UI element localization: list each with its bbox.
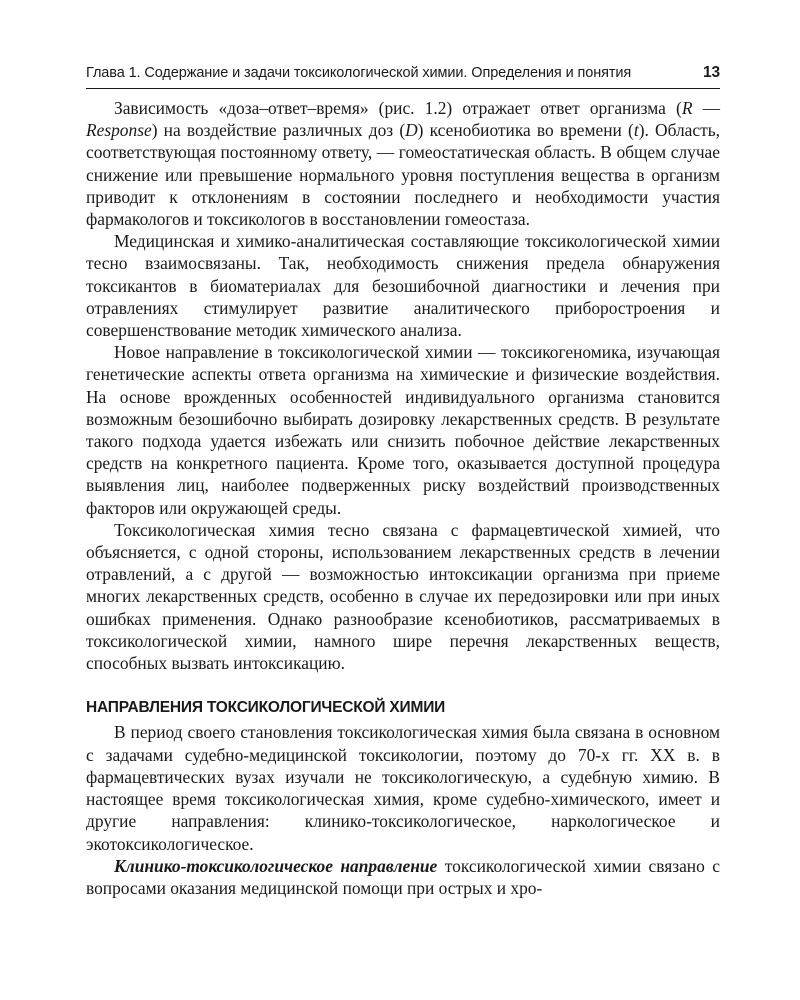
text-run: ) на воздействие различных доз ( (151, 120, 406, 141)
body-text (86, 97, 720, 899)
paragraph-clinical-direction (86, 855, 720, 899)
section-heading: НАПРАВЛЕНИЯ ТОКСИКОЛОГИЧЕСКОЙ ХИМИИ (86, 699, 446, 717)
symbol-r: R (681, 98, 693, 118)
book-page (86, 64, 720, 899)
term-response: Response (86, 120, 152, 141)
text-run: ). Область, соответствующая постоянному ответу, — гомеостатическая область. В общем случае снижение или превышение нормального уровня поступления вещества в организм приводит к отклонениям в состоянии последнего и необходимости участия фармакологов и токсикологов в восстановлении гомеостаза. (86, 120, 720, 230)
text-run: токсикологической химии связано с вопросами оказания медицинской помощи при острых и хро- (86, 855, 720, 898)
paragraph-toxicogenomics: Новое направление в токсикологической химии — токсикогеномика, изучающая генетические аспекты ответа организма на химические и физические воздействия. На основе врожденных особенностей индивидуального организма становится возможным безошибочно выбирать дозировку лекарственных средств. В результате такого подхода удается избежать или снизить побочное действие лекарственных средств на конкретного пациента. Кроме того, оказывается доступной процедура выявления лиц, наиболее подверженных риску воздействий производственных факторов или окружающей среды. (86, 342, 720, 518)
text-run: ) ксенобиотика во времени ( (417, 120, 634, 141)
running-header (86, 64, 720, 89)
paragraph-dose-response (86, 97, 720, 230)
paragraph-pharmaceutical-chemistry: Токсикологическая химия тесно связана с фармацевтической химией, что объясняется, с одной стороны, использованием лекарственных средств в лечении отравлений, а с другой — возможностью интоксикации организма при приеме многих лекарственных средств, особенно в случае их передозировки или при иных ошибках применения. Однако разнообразие ксенобиотиков, рассматриваемых в токсикологической химии, намного шире перечня лекарственных веществ, способных вызвать интоксикацию. (86, 519, 720, 674)
text-run: Зависимость «доза–ответ–время» (рис. 1.2) отражает ответ организма ( (114, 98, 682, 118)
chapter-title: Глава 1. Содержание и задачи токсикологической химии. Определения и понятия (86, 65, 632, 81)
paragraph-history: В период своего становления токсикологическая химия была связана в основном с задачами судебно-медицинской токсикологии, поэтому до 70-х гг. XX в. в фармацевтических вузах изучали не токсикологическую, а судебную химию. В настоящее время токсикологическая химия, кроме судебно-химического, имеет и другие направления: клинико-токсикологическое, наркологическое и экотоксикологическое. (86, 722, 720, 854)
text-run: — (692, 98, 720, 118)
term-clinical-direction: Клинико-токсикологическое направление (114, 855, 438, 876)
paragraph-medical-analytical: Медицинская и химико-аналитическая составляющие токсикологической химии тесно взаимосвязаны. Так, необходимость снижения предела обнаружения токсикантов в биоматериалах для безошибочной диагностики и лечения при отравлениях стимулирует развитие аналитического приборостроения и совершенствование методик химического анализа. (86, 231, 720, 341)
symbol-t: t (633, 120, 639, 141)
symbol-d: D (405, 120, 418, 141)
page-number: 13 (702, 64, 720, 81)
